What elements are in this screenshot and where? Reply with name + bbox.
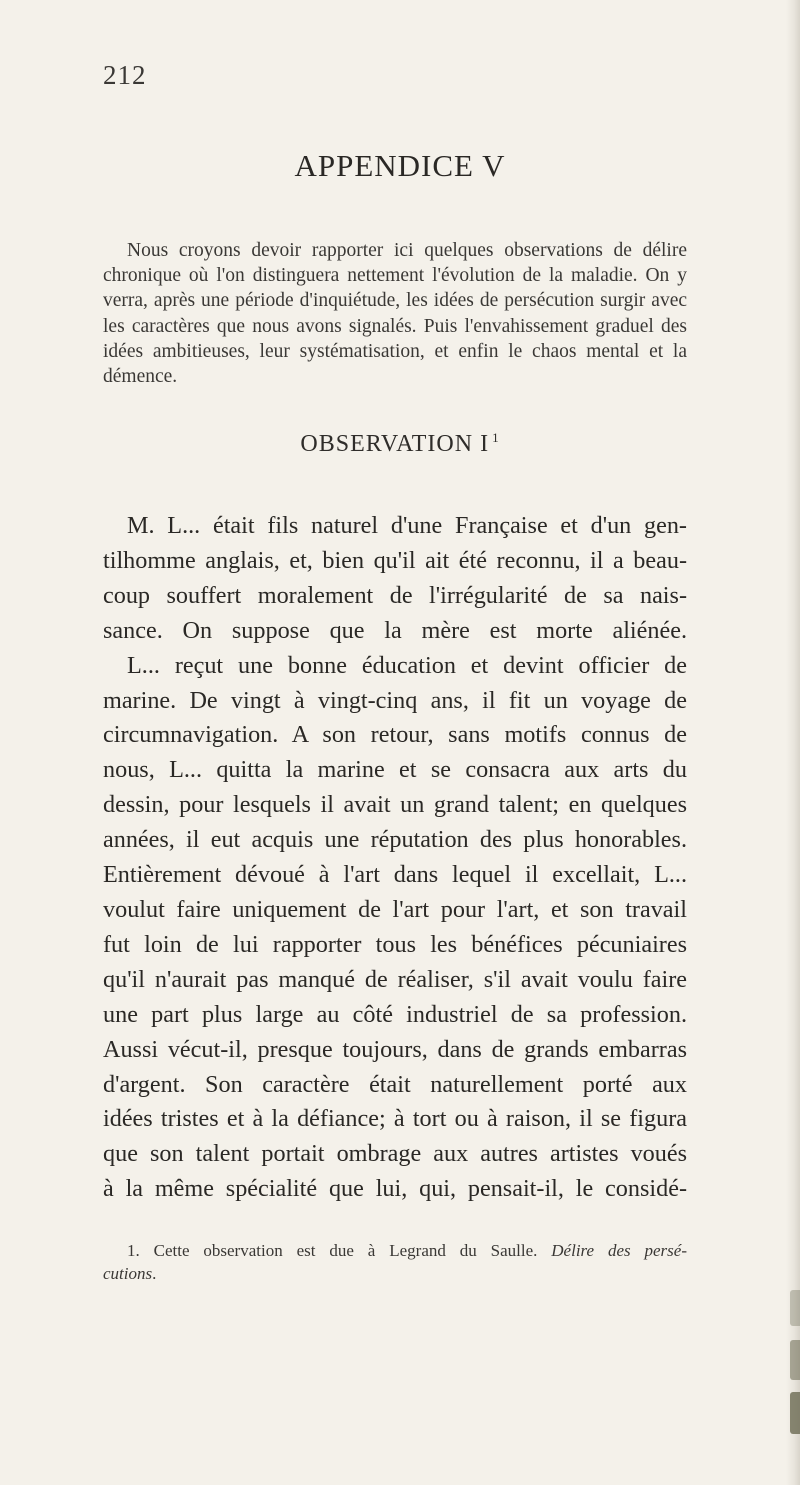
body-line: sance. On suppose que la mère est morte aliénée. bbox=[103, 616, 687, 644]
body-line: circumnavigation. A son retour, sans motifs connus de bbox=[103, 721, 687, 749]
body-line: années, il eut acquis une réputation des plus honorables. bbox=[103, 826, 687, 854]
page-edge-stain bbox=[790, 1340, 800, 1380]
body-line: Entièrement dévoué à l'art dans lequel il excellait, L... bbox=[103, 861, 687, 889]
footnote-line bbox=[103, 1262, 687, 1285]
body-line: Aussi vécut-il, presque toujours, dans de grands embarras bbox=[103, 1035, 687, 1063]
body-line: coup souffert moralement de l'irrégularité de sa nais- bbox=[103, 581, 687, 609]
footnote-lead: 1. Cette observation est due à Legrand du Saulle. bbox=[127, 1241, 538, 1260]
footnote-work-title: Délire des persé- bbox=[551, 1241, 687, 1260]
body-line: que son talent portait ombrage aux autres artistes voués bbox=[103, 1140, 687, 1168]
body-line: à la même spécialité que lui, qui, pensait-il, le considé- bbox=[103, 1175, 687, 1203]
body-line: fut loin de lui rapporter tous les bénéfices pécuniaires bbox=[103, 930, 687, 958]
intro-paragraph: Nous croyons devoir rapporter ici quelques observations de délire chronique où l'on distinguera nettement l'évolution de la maladie. On y verra, après une période d'inquiétude, les idées de persécution surgir avec les caractères que nous avons signalés. Puis l'envahissement graduel des idées ambitieuses, leur systématisation, et enfin le chaos mental et la démence. bbox=[103, 240, 687, 388]
body-line: nous, L... quitta la marine et se consacra aux arts du bbox=[103, 756, 687, 784]
body-line: une part plus large au côté industriel de sa profession. bbox=[103, 1000, 687, 1028]
body-line: qu'il n'aurait pas manqué de réaliser, s'il avait voulu faire bbox=[103, 965, 687, 993]
body-line: L... reçut une bonne éducation et devint officier de bbox=[127, 651, 687, 679]
body-line: M. L... était fils naturel d'une Française et d'un gen- bbox=[127, 512, 687, 539]
page-edge-stain bbox=[790, 1392, 800, 1434]
body-line: d'argent. Son caractère était naturellement porté aux bbox=[103, 1070, 687, 1098]
footnote-end: . bbox=[152, 1264, 157, 1283]
body-line: dessin, pour lesquels il avait un grand talent; en quelques bbox=[103, 791, 687, 819]
footnote-line bbox=[103, 1239, 687, 1262]
footnote bbox=[103, 1239, 687, 1285]
body-line: tilhomme anglais, et, bien qu'il ait été reconnu, il a beau- bbox=[103, 546, 687, 574]
page-number: 212 bbox=[103, 60, 147, 90]
observation-body bbox=[103, 509, 687, 1207]
body-line: voulut faire uniquement de l'art pour l'art, et son travail bbox=[103, 895, 687, 923]
observation-title-text: OBSERVATION I bbox=[300, 431, 490, 457]
body-line: marine. De vingt à vingt-cinq ans, il fit un voyage de bbox=[103, 686, 687, 714]
section-title: APPENDICE V bbox=[294, 148, 506, 183]
body-line: idées tristes et à la défiance; à tort ou à raison, il se figura bbox=[103, 1105, 687, 1133]
page-edge-stain bbox=[790, 1290, 800, 1326]
footnote-marker: 1 bbox=[492, 430, 500, 445]
footnote-work-title-cont: cutions bbox=[103, 1264, 153, 1283]
observation-title bbox=[0, 430, 800, 458]
page-edge-shadow bbox=[786, 0, 800, 1485]
